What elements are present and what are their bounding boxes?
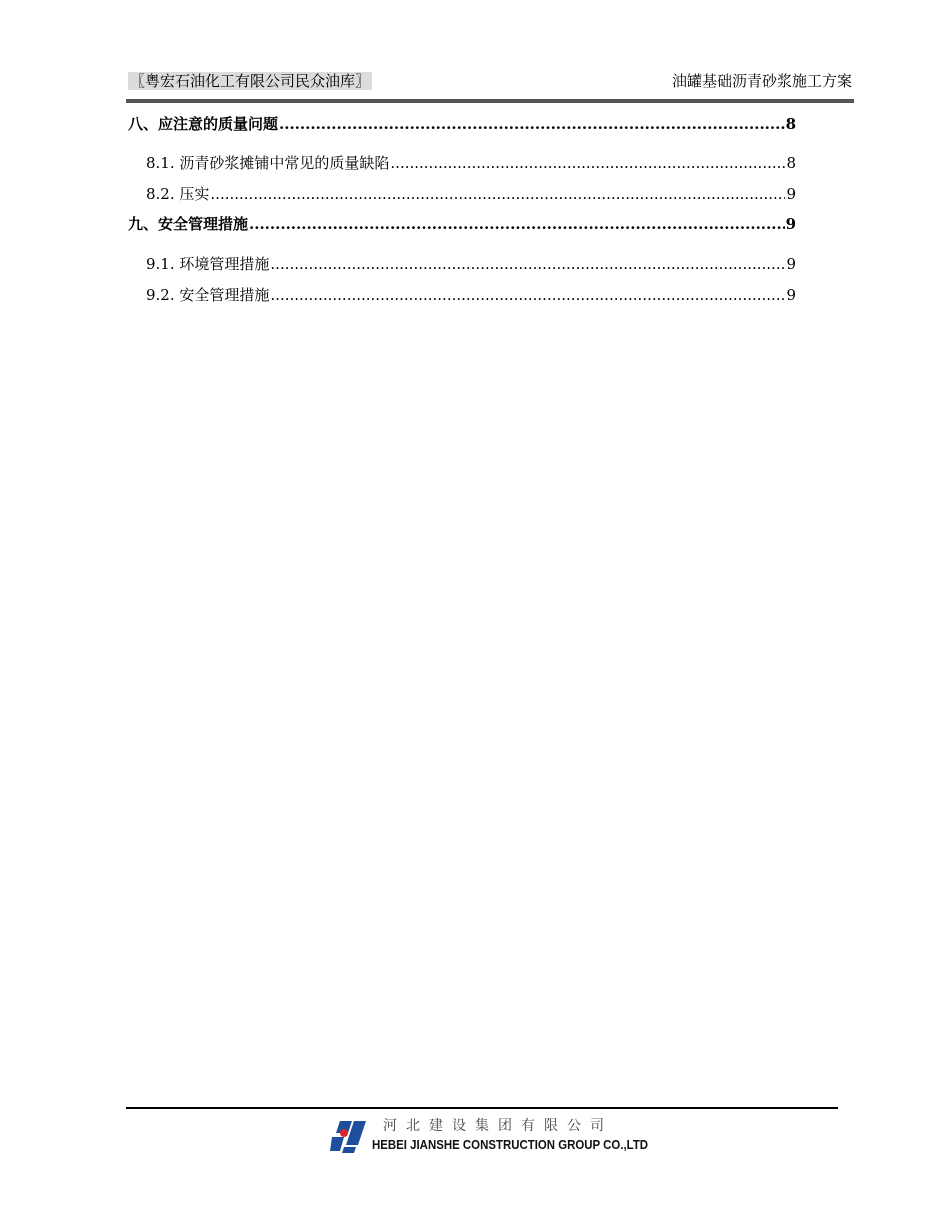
toc-leader-dots: [270, 254, 785, 274]
toc-entry-section-9-2[interactable]: [146, 285, 796, 305]
toc-entry-section-8-1[interactable]: [146, 153, 796, 173]
toc-entry-page: 9: [786, 185, 796, 203]
toc-entry-page: 9: [786, 255, 796, 273]
toc-entry-page: 8: [785, 115, 796, 133]
header-company-name: 〖粤宏石油化工有限公司民众油库〗: [130, 72, 371, 90]
toc-entry-section-9[interactable]: [128, 214, 796, 234]
toc-entry-page: 8: [786, 154, 796, 172]
toc-entry-label: 八、应注意的质量问题: [128, 115, 279, 133]
toc-entry-section-9-1[interactable]: [146, 254, 796, 274]
footer-divider: [126, 1107, 838, 1109]
toc-entry-label: 8.2. 压实: [146, 185, 210, 203]
toc-entry-page: 9: [786, 286, 796, 304]
toc-leader-dots: [279, 114, 785, 134]
company-name-chinese: 河北建设集团有限公司: [383, 1118, 613, 1134]
toc-leader-dots: [210, 184, 785, 204]
toc-leader-dots: [270, 285, 785, 305]
header-document-title: 油罐基础沥青砂浆施工方案: [671, 72, 852, 90]
toc-entry-section-8[interactable]: [128, 114, 796, 134]
toc-entry-label: 九、安全管理措施: [128, 215, 249, 233]
toc-entry-section-8-2[interactable]: [146, 184, 796, 204]
company-logo-icon: [330, 1119, 370, 1153]
company-name-english: HEBEI JIANSHE CONSTRUCTION GROUP CO.,LTD: [372, 1137, 649, 1152]
toc-entry-label: 9.2. 安全管理措施: [146, 286, 270, 304]
toc-leader-dots: [249, 214, 785, 234]
toc-entry-label: 8.1. 沥青砂浆摊铺中常见的质量缺陷: [146, 154, 390, 172]
toc-entry-label: 9.1. 环境管理措施: [146, 255, 270, 273]
toc-leader-dots: [390, 153, 785, 173]
header-divider: [126, 99, 854, 103]
toc-entry-page: 9: [785, 215, 796, 233]
